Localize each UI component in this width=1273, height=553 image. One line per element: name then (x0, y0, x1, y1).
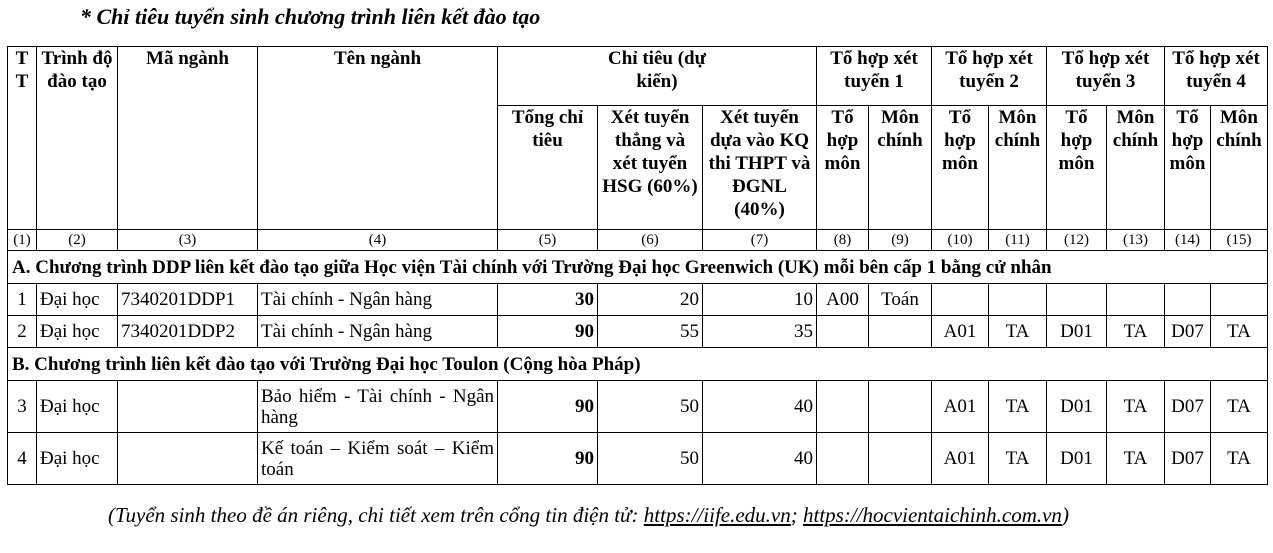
table-cell: 4 (8, 433, 37, 485)
table-cell (1107, 284, 1165, 316)
table-cell (932, 284, 989, 316)
table-cell: Toán (869, 284, 932, 316)
table-cell: 40 (703, 381, 817, 433)
header-tong: Tổng chỉ tiêu (498, 106, 598, 230)
column-number: (13) (1107, 230, 1165, 251)
table-cell: Tài chính - Ngân hàng (258, 284, 498, 316)
column-number: (2) (37, 230, 118, 251)
header-to-hop-mon: Tổ hợp môn (932, 106, 989, 230)
header-to-hop-4: Tổ hợp xét tuyển 4 (1165, 47, 1268, 106)
table-cell: 1 (8, 284, 37, 316)
table-cell (817, 433, 869, 485)
header-to-hop-mon: Tổ hợp môn (1165, 106, 1211, 230)
column-number: (5) (498, 230, 598, 251)
section-title: A. Chương trình DDP liên kết đào tạo giữa Học viện Tài chính với Trường Đại học Greenwich (UK) mỗi bên cấp 1 bằng cử nhân (8, 251, 1268, 284)
header-to-hop-3: Tổ hợp xét tuyển 3 (1047, 47, 1165, 106)
table-cell: TA (1211, 316, 1268, 348)
column-number: (1) (8, 230, 37, 251)
column-number: (3) (118, 230, 258, 251)
column-number: (8) (817, 230, 869, 251)
header-mon-chinh: Môn chính (1107, 106, 1165, 230)
header-xt-kq: Xét tuyển dựa vào KQ thi THPT và ĐGNL (40%) (703, 106, 817, 230)
header-tt: T T (8, 47, 37, 230)
header-ten-nganh: Tên ngành (258, 47, 498, 230)
table-row (8, 381, 1268, 433)
table-cell: D01 (1047, 316, 1107, 348)
header-mon-chinh: Môn chính (869, 106, 932, 230)
table-cell: Kế toán – Kiểm soát – Kiểm toán (258, 433, 498, 485)
footer-note: (Tuyển sinh theo đề án riêng, chi tiết xem trên cổng tin điện tử: https://iife.edu.vn; https://hocvientaichinh.com.vn) (108, 503, 1069, 527)
table-cell: TA (1211, 381, 1268, 433)
table-cell: Đại học (37, 381, 118, 433)
table-cell: A01 (932, 433, 989, 485)
table-row (8, 284, 1268, 316)
link-iife[interactable]: https://iife.edu.vn (643, 503, 791, 527)
table-cell: TA (1107, 381, 1165, 433)
column-number: (4) (258, 230, 498, 251)
header-to-hop-1: Tổ hợp xét tuyển 1 (817, 47, 932, 106)
table-cell: D07 (1165, 433, 1211, 485)
header-xt-hsg: Xét tuyển thẳng và xét tuyển HSG (60%) (598, 106, 703, 230)
table-cell: D01 (1047, 433, 1107, 485)
table-row (8, 433, 1268, 485)
table-cell: 7340201DDP2 (118, 316, 258, 348)
column-number: (11) (989, 230, 1047, 251)
table-cell (869, 381, 932, 433)
column-number: (7) (703, 230, 817, 251)
table-cell: 20 (598, 284, 703, 316)
table-cell: D07 (1165, 381, 1211, 433)
table-cell (869, 433, 932, 485)
table-cell: 90 (498, 381, 598, 433)
header-mon-chinh: Môn chính (989, 106, 1047, 230)
table-cell: Đại học (37, 316, 118, 348)
table-cell: 10 (703, 284, 817, 316)
table-cell: 3 (8, 381, 37, 433)
table-cell: Đại học (37, 284, 118, 316)
table-cell (1211, 284, 1268, 316)
table-cell: TA (1107, 316, 1165, 348)
section-title: * Chỉ tiêu tuyển sinh chương trình liên kết đào tạo (80, 4, 541, 29)
table-cell: A01 (932, 316, 989, 348)
table-cell: TA (1211, 433, 1268, 485)
section-row (8, 251, 1268, 284)
link-hocvientaichinh[interactable]: https://hocvientaichinh.com.vn (803, 503, 1062, 527)
table-cell: 30 (498, 284, 598, 316)
column-number: (9) (869, 230, 932, 251)
header-to-hop-mon: Tổ hợp môn (1047, 106, 1107, 230)
table-cell (989, 284, 1047, 316)
column-number-row (8, 230, 1268, 251)
table-cell: Đại học (37, 433, 118, 485)
table-cell: 50 (598, 381, 703, 433)
table-cell (817, 316, 869, 348)
table-cell: TA (989, 316, 1047, 348)
table-cell: 40 (703, 433, 817, 485)
section-row (8, 348, 1268, 381)
table-cell: 50 (598, 433, 703, 485)
section-title: B. Chương trình liên kết đào tạo với Trường Đại học Toulon (Cộng hòa Pháp) (8, 348, 1268, 381)
header-trinh-do: Trình độ đào tạo (37, 47, 118, 230)
column-number: (10) (932, 230, 989, 251)
column-number: (14) (1165, 230, 1211, 251)
table-cell: Bảo hiểm - Tài chính - Ngân hàng (258, 381, 498, 433)
column-number: (12) (1047, 230, 1107, 251)
header-to-hop-2: Tổ hợp xét tuyển 2 (932, 47, 1047, 106)
header-to-hop-mon: Tổ hợp môn (817, 106, 869, 230)
table-cell (1047, 284, 1107, 316)
table-cell: D07 (1165, 316, 1211, 348)
table-cell (118, 433, 258, 485)
table-cell: 35 (703, 316, 817, 348)
table-cell: A00 (817, 284, 869, 316)
table-cell: TA (1107, 433, 1165, 485)
table-cell (869, 316, 932, 348)
table-cell (118, 381, 258, 433)
table-cell: 90 (498, 433, 598, 485)
table-cell: 55 (598, 316, 703, 348)
table-cell: Tài chính - Ngân hàng (258, 316, 498, 348)
table-cell: 7340201DDP1 (118, 284, 258, 316)
table-cell: 2 (8, 316, 37, 348)
admission-quota-table (7, 46, 1268, 485)
column-number: (15) (1211, 230, 1268, 251)
table-cell (1165, 284, 1211, 316)
table-cell: 90 (498, 316, 598, 348)
table-cell (817, 381, 869, 433)
table-cell: TA (989, 381, 1047, 433)
header-mon-chinh: Môn chính (1211, 106, 1268, 230)
table-row (8, 316, 1268, 348)
column-number: (6) (598, 230, 703, 251)
table-cell: TA (989, 433, 1047, 485)
header-chi-tieu: Chỉ tiêu (dự kiến) (498, 47, 817, 106)
table-cell: A01 (932, 381, 989, 433)
header-ma-nganh: Mã ngành (118, 47, 258, 230)
table-cell: D01 (1047, 381, 1107, 433)
